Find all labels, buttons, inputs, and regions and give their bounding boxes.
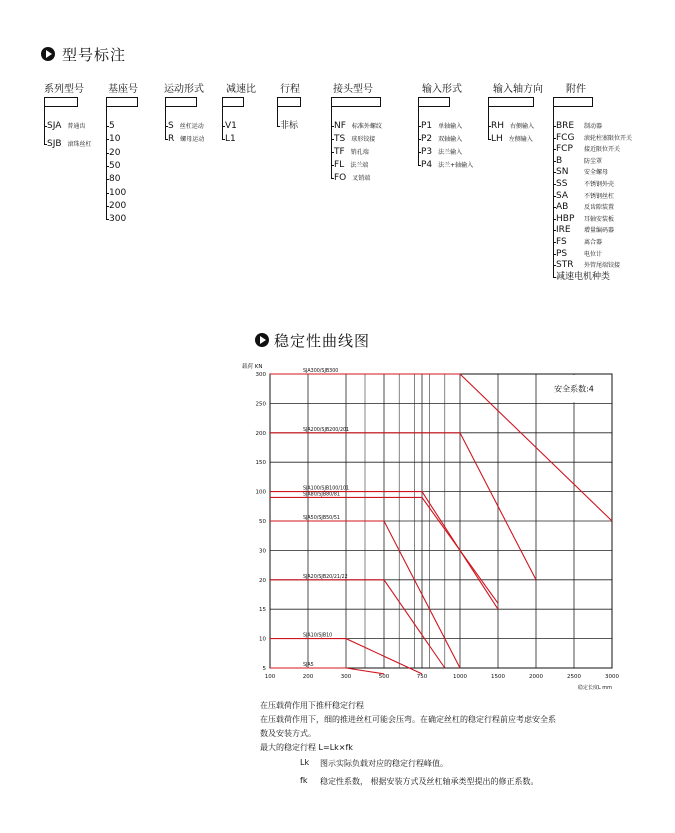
option-desc: 防尘罩: [584, 157, 603, 165]
option-item: [109, 148, 120, 159]
option-item: [556, 272, 610, 283]
option-code: 200: [109, 200, 127, 211]
option-item: [556, 213, 615, 225]
y-tick-label: 100: [255, 489, 266, 496]
option-item: [109, 134, 120, 145]
y-tick-label: 300: [255, 372, 266, 378]
option-desc: 滚轮柱塞限位开关: [584, 134, 633, 142]
option-item: [556, 202, 615, 213]
option-desc: 耳轴安装板: [584, 215, 615, 223]
option-item: [168, 121, 204, 132]
section-icon: [255, 333, 269, 347]
y-tick-label: 50: [259, 519, 266, 525]
option-code: BRE: [556, 121, 575, 131]
notes-title: 在压载荷作用下推杆稳定行程: [260, 701, 364, 710]
x-tick-label: 1500: [491, 674, 505, 680]
section-icon: [41, 47, 55, 61]
option-item: [334, 121, 382, 132]
bracket-line: [165, 107, 166, 139]
option-code: V1: [225, 121, 237, 131]
option-item: [421, 160, 473, 171]
option-item: [334, 134, 375, 145]
option-item: [47, 121, 85, 132]
column-header: 附件: [566, 84, 586, 95]
option-code: FO: [334, 173, 347, 183]
option-item: [109, 161, 120, 172]
option-item: [421, 121, 462, 132]
option-item: [225, 134, 236, 145]
option-item: [225, 121, 237, 132]
bracket-line: [106, 107, 107, 219]
column-header: 减速比: [226, 84, 256, 95]
option-item: [334, 160, 368, 171]
option-desc: 滚珠丝杠: [67, 141, 92, 148]
option-code: P2: [421, 134, 433, 144]
option-code: FL: [334, 160, 345, 170]
option-desc: 单轴输入: [438, 123, 463, 130]
option-desc: 左侧输入: [508, 136, 533, 143]
option-desc: 螺母运动: [180, 136, 205, 143]
option-code: R: [168, 134, 175, 144]
option-item: [556, 167, 609, 178]
column-header: 行程: [280, 84, 300, 95]
x-tick-label: 100: [264, 674, 276, 680]
option-code: P3: [421, 147, 433, 157]
section-title-curve: 稳定性曲线图: [274, 332, 371, 350]
series-label: SJA80/SJB80/81: [303, 492, 340, 498]
bracket-line: [277, 107, 278, 126]
series-label: SJA50/SJB50/51: [303, 516, 340, 521]
option-code: NF: [334, 121, 346, 131]
option-code: SA: [556, 190, 569, 201]
code-input-box: [418, 97, 450, 107]
option-code: LH: [491, 134, 503, 144]
code-input-box: [331, 97, 381, 107]
option-desc: 球形铰接: [351, 136, 376, 143]
option-item: [556, 121, 603, 132]
option-desc: 离合器: [584, 239, 603, 246]
y-tick-label: 150: [255, 460, 266, 467]
option-desc: 增量编码器: [584, 227, 615, 235]
option-desc: 反齿隙装置: [584, 204, 615, 212]
notes-lk-code: Lk: [300, 758, 310, 767]
x-tick-label: 750: [416, 674, 428, 680]
option-code: 非标: [280, 121, 299, 131]
option-code: IRE: [556, 225, 571, 236]
option-code: 300: [109, 214, 127, 225]
stability-chart: [240, 355, 630, 690]
column-header: 输入轴方向: [493, 84, 543, 95]
y-tick-label: 20: [259, 577, 266, 584]
option-desc: 接近限位开关: [584, 146, 621, 154]
series-label: SJA100/SJB100/101: [303, 486, 350, 492]
code-input-box: [553, 97, 593, 107]
code-input-box: [44, 97, 78, 107]
option-item: [556, 225, 615, 236]
option-code: 减速电机种类: [556, 271, 611, 282]
section-title-model: 型号标注: [62, 46, 127, 64]
series-line: [270, 668, 384, 674]
series-label: SJA300/SJB300: [303, 369, 339, 374]
x-tick-label: 1000: [453, 674, 467, 680]
option-desc: 不锈钢外壳: [584, 181, 615, 188]
option-item: [556, 132, 633, 144]
x-tick-label: 300: [340, 674, 352, 680]
option-code: P4: [421, 160, 433, 170]
option-code: FCP: [556, 144, 573, 155]
option-desc: 丝杠运动: [179, 123, 204, 130]
column-header: 运动形式: [164, 84, 204, 95]
option-code: S: [168, 121, 174, 131]
option-code: B: [556, 155, 563, 166]
option-desc: 销孔端: [350, 149, 369, 156]
notes-line-2: 数及安装方式。: [260, 729, 316, 738]
option-code: 100: [109, 187, 127, 198]
option-item: [556, 179, 615, 190]
option-item: [421, 134, 462, 145]
option-item: [109, 214, 126, 225]
option-code: HBP: [556, 213, 575, 224]
option-desc: 外管尾端铰接: [584, 262, 621, 270]
option-code: 20: [109, 147, 121, 158]
option-code: TF: [334, 147, 345, 157]
option-item: [109, 201, 126, 212]
x-tick-label: 2500: [567, 674, 581, 680]
option-item: [556, 155, 603, 167]
option-code: SJA: [47, 121, 62, 131]
option-code: STR: [556, 260, 574, 271]
option-item: [556, 237, 603, 248]
option-item: [280, 121, 298, 132]
option-item: [556, 248, 603, 260]
series-label: SJA10/SJB10: [303, 633, 333, 639]
code-input-box: [222, 97, 244, 107]
bracket-line: [331, 107, 332, 178]
y-tick-label: 200: [255, 430, 266, 437]
option-code: SN: [556, 167, 569, 178]
option-desc: 普通齿: [67, 123, 86, 130]
option-item: [109, 188, 126, 199]
option-desc: 法兰输入: [438, 149, 463, 156]
series-label: SJA200/SJB200/201: [303, 427, 350, 433]
column-header: 输入形式: [422, 84, 462, 95]
code-input-box: [106, 97, 138, 107]
option-code: P1: [421, 121, 433, 131]
option-item: [109, 121, 115, 132]
option-desc: 不锈钢丝杠: [584, 192, 615, 200]
option-code: 80: [109, 174, 121, 185]
code-input-box: [488, 97, 534, 107]
bracket-line: [488, 107, 489, 139]
series-label: SJA20/SJB20/21/22: [303, 574, 348, 580]
option-item: [491, 121, 534, 132]
option-code: FCG: [556, 132, 575, 143]
series-line: [270, 580, 445, 668]
option-code: AB: [556, 202, 569, 213]
y-tick-label: 5: [262, 666, 266, 672]
option-desc: 制动器: [584, 123, 603, 130]
notes-lk-desc: 图示实际负载对应的稳定行程峰值。: [320, 759, 448, 768]
option-code: RH: [491, 121, 505, 131]
column-header: 接头型号: [333, 84, 373, 95]
y-tick-label: 250: [255, 401, 266, 408]
option-code: PS: [556, 248, 568, 259]
bracket-line: [553, 107, 554, 277]
safety-factor-annotation: 安全系数:4: [554, 384, 594, 394]
option-desc: 电位计: [584, 250, 603, 258]
column-header: 系列型号: [44, 84, 84, 95]
series-label: SJA5: [303, 663, 314, 668]
x-tick-label: 200: [302, 674, 314, 680]
option-code: L1: [225, 134, 236, 144]
x-axis-label: 稳定长度L mm: [577, 685, 612, 690]
option-code: TS: [334, 134, 346, 144]
option-item: [491, 134, 533, 145]
option-item: [109, 174, 120, 185]
notes-formula: 最大的稳定行程 L=Lk×fk: [260, 743, 353, 752]
option-code: 50: [109, 160, 121, 171]
notes-fk-desc: 稳定性系数， 根据安装方式及丝杠轴承类型提出的修正系数。: [320, 777, 539, 786]
option-code: 5: [109, 121, 115, 131]
option-item: [556, 190, 615, 202]
option-desc: 右侧输入: [510, 123, 535, 130]
option-desc: 叉销端: [352, 175, 371, 182]
notes-line-1: 在压载荷作用下，细的推进丝杠可能会压弯。在确定丝杠的稳定行程前应考虑安全系: [260, 715, 556, 724]
option-item: [421, 147, 462, 158]
code-input-box: [165, 97, 197, 107]
y-axis-label: 载荷 KN: [242, 364, 263, 370]
option-desc: 双轴输入: [438, 136, 463, 143]
y-tick-label: 10: [259, 636, 266, 643]
option-item: [334, 173, 370, 184]
option-code: 10: [109, 134, 121, 145]
x-tick-label: 500: [378, 674, 390, 680]
option-item: [334, 147, 369, 158]
option-item: [168, 134, 204, 145]
option-item: [556, 260, 621, 271]
option-desc: 法兰端: [350, 162, 369, 169]
x-tick-label: 2000: [529, 674, 543, 680]
option-code: SS: [556, 179, 568, 189]
option-desc: 法兰+轴输入: [438, 162, 474, 169]
y-tick-label: 15: [259, 607, 266, 614]
column-header: 基座号: [108, 84, 138, 95]
code-input-box: [277, 97, 301, 107]
notes-fk-code: fk: [300, 776, 308, 785]
option-code: SJB: [47, 139, 62, 149]
option-desc: 标准外螺纹: [351, 123, 382, 130]
option-item: [556, 144, 621, 155]
option-desc: 安全螺母: [584, 169, 609, 177]
option-item: [47, 139, 92, 150]
bracket-line: [222, 107, 223, 139]
bracket-line: [418, 107, 419, 165]
option-code: FS: [556, 237, 567, 247]
x-tick-label: 3000: [605, 674, 619, 680]
y-tick-label: 30: [259, 548, 266, 555]
